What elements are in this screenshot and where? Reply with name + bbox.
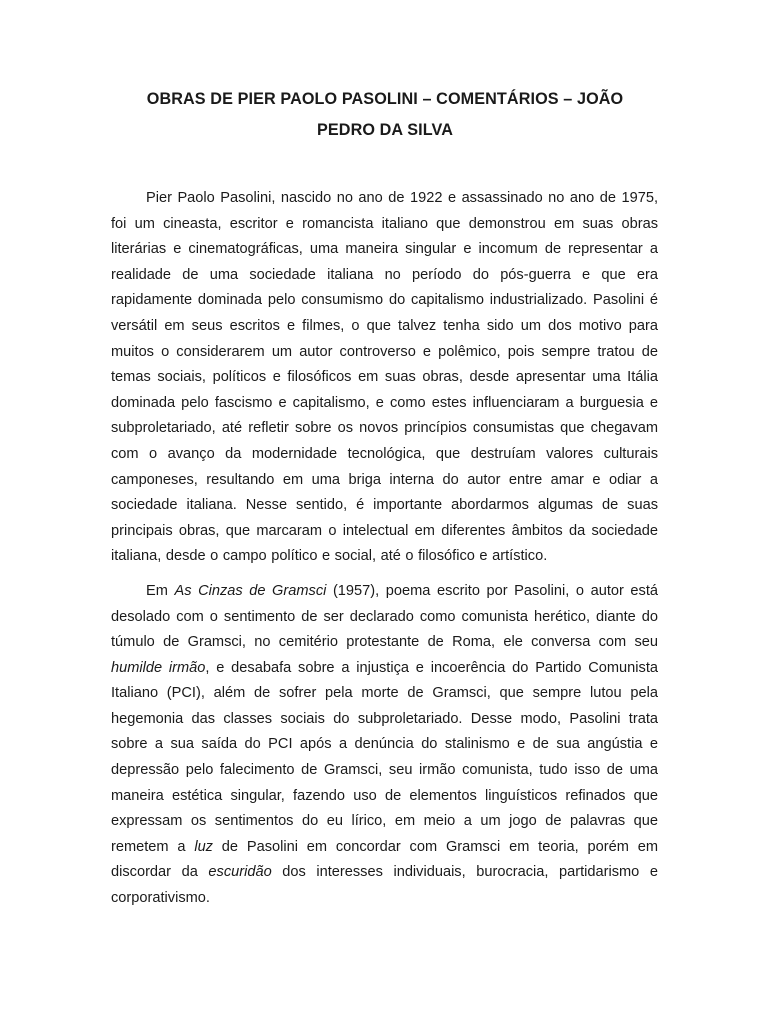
- paragraph-2-italic-3: luz: [194, 838, 213, 855]
- paragraph-2-italic-1: As Cinzas de Gramsci: [174, 582, 327, 599]
- paragraph-2-italic-2: humilde irmão: [111, 659, 206, 676]
- paragraph-1: Pier Paolo Pasolini, nascido no ano de 1922 e assassinado no ano de 1975, foi um cineasta, escritor e romancista italiano que demonstrou em suas obras literárias e cinematográficas, uma maneira singular e incomum de representar a realidade de uma sociedade italiana no período do pós-guerra e que era rapidamente dominada pelo consumismo do capitalismo industrializado. Pasolini é versátil em seus escritos e filmes, o que talvez tenha sido um dos motivo para muitos o considerarem um autor controverso e polêmico, pois sempre tratou de temas sociais, políticos e filosóficos em suas obras, desde apresentar uma Itália dominada pelo fascismo e capitalismo, e como estes influenciaram a burguesia e subproletariado, até refletir sobre os novos princípios consumistas que chegavam com o avanço da modernidade tecnológica, que destruíam valores culturais camponeses, resultando em uma briga interna do autor entre amar e odiar a sociedade italiana. Nesse sentido, é importante abordarmos algumas de suas principais obras, que marcaram o intelectual em diferentes âmbitos da sociedade italiana, desde o campo político e social, até o filosófico e artístico.: [111, 190, 658, 565]
- paragraph-2: [111, 579, 658, 912]
- paragraph-2-text-2: (1957), poema escrito por Pasolini, o autor está desolado com o sentimento de ser declarado como comunista herético, diante do túmulo de Gramsci, no cemitério protestante de Roma, ele conversa com seu: [111, 582, 658, 651]
- paragraph-2-text-3: , e desabafa sobre a injustiça e incoerência do Partido Comunista Italiano (PCI), além de sofrer pela morte de Gramsci, que sempre lutou pela hegemonia das classes sociais do subproletariado. Desse modo, Pasolini trata sobre a sua saída do PCI após a denúncia do stalinismo e de sua angústia e depressão pelo falecimento de Gramsci, seu irmão comunista, tudo isso de uma maneira estética singular, fazendo uso de elementos linguísticos refinados que expressam os sentimentos do eu lírico, em meio a um jogo de palavras que remetem a: [111, 659, 658, 855]
- paragraph-2-text-4: de Pasolini em concordar com Gramsci em teoria, porém em discordar da: [111, 838, 658, 881]
- paragraph-2-text-1: Em: [146, 582, 175, 599]
- paragraph-2-text-5: dos interesses individuais, burocracia, partidarismo e corporativismo.: [111, 864, 658, 907]
- title-line-2: PEDRO DA SILVA: [316, 121, 453, 139]
- document-body: [111, 186, 658, 912]
- document-title: [110, 84, 660, 146]
- title-line-1: OBRAS DE PIER PAOLO PASOLINI – COMENTÁRIOS – JOÃO: [146, 90, 624, 108]
- paragraph-2-italic-4: escuridão: [208, 864, 272, 881]
